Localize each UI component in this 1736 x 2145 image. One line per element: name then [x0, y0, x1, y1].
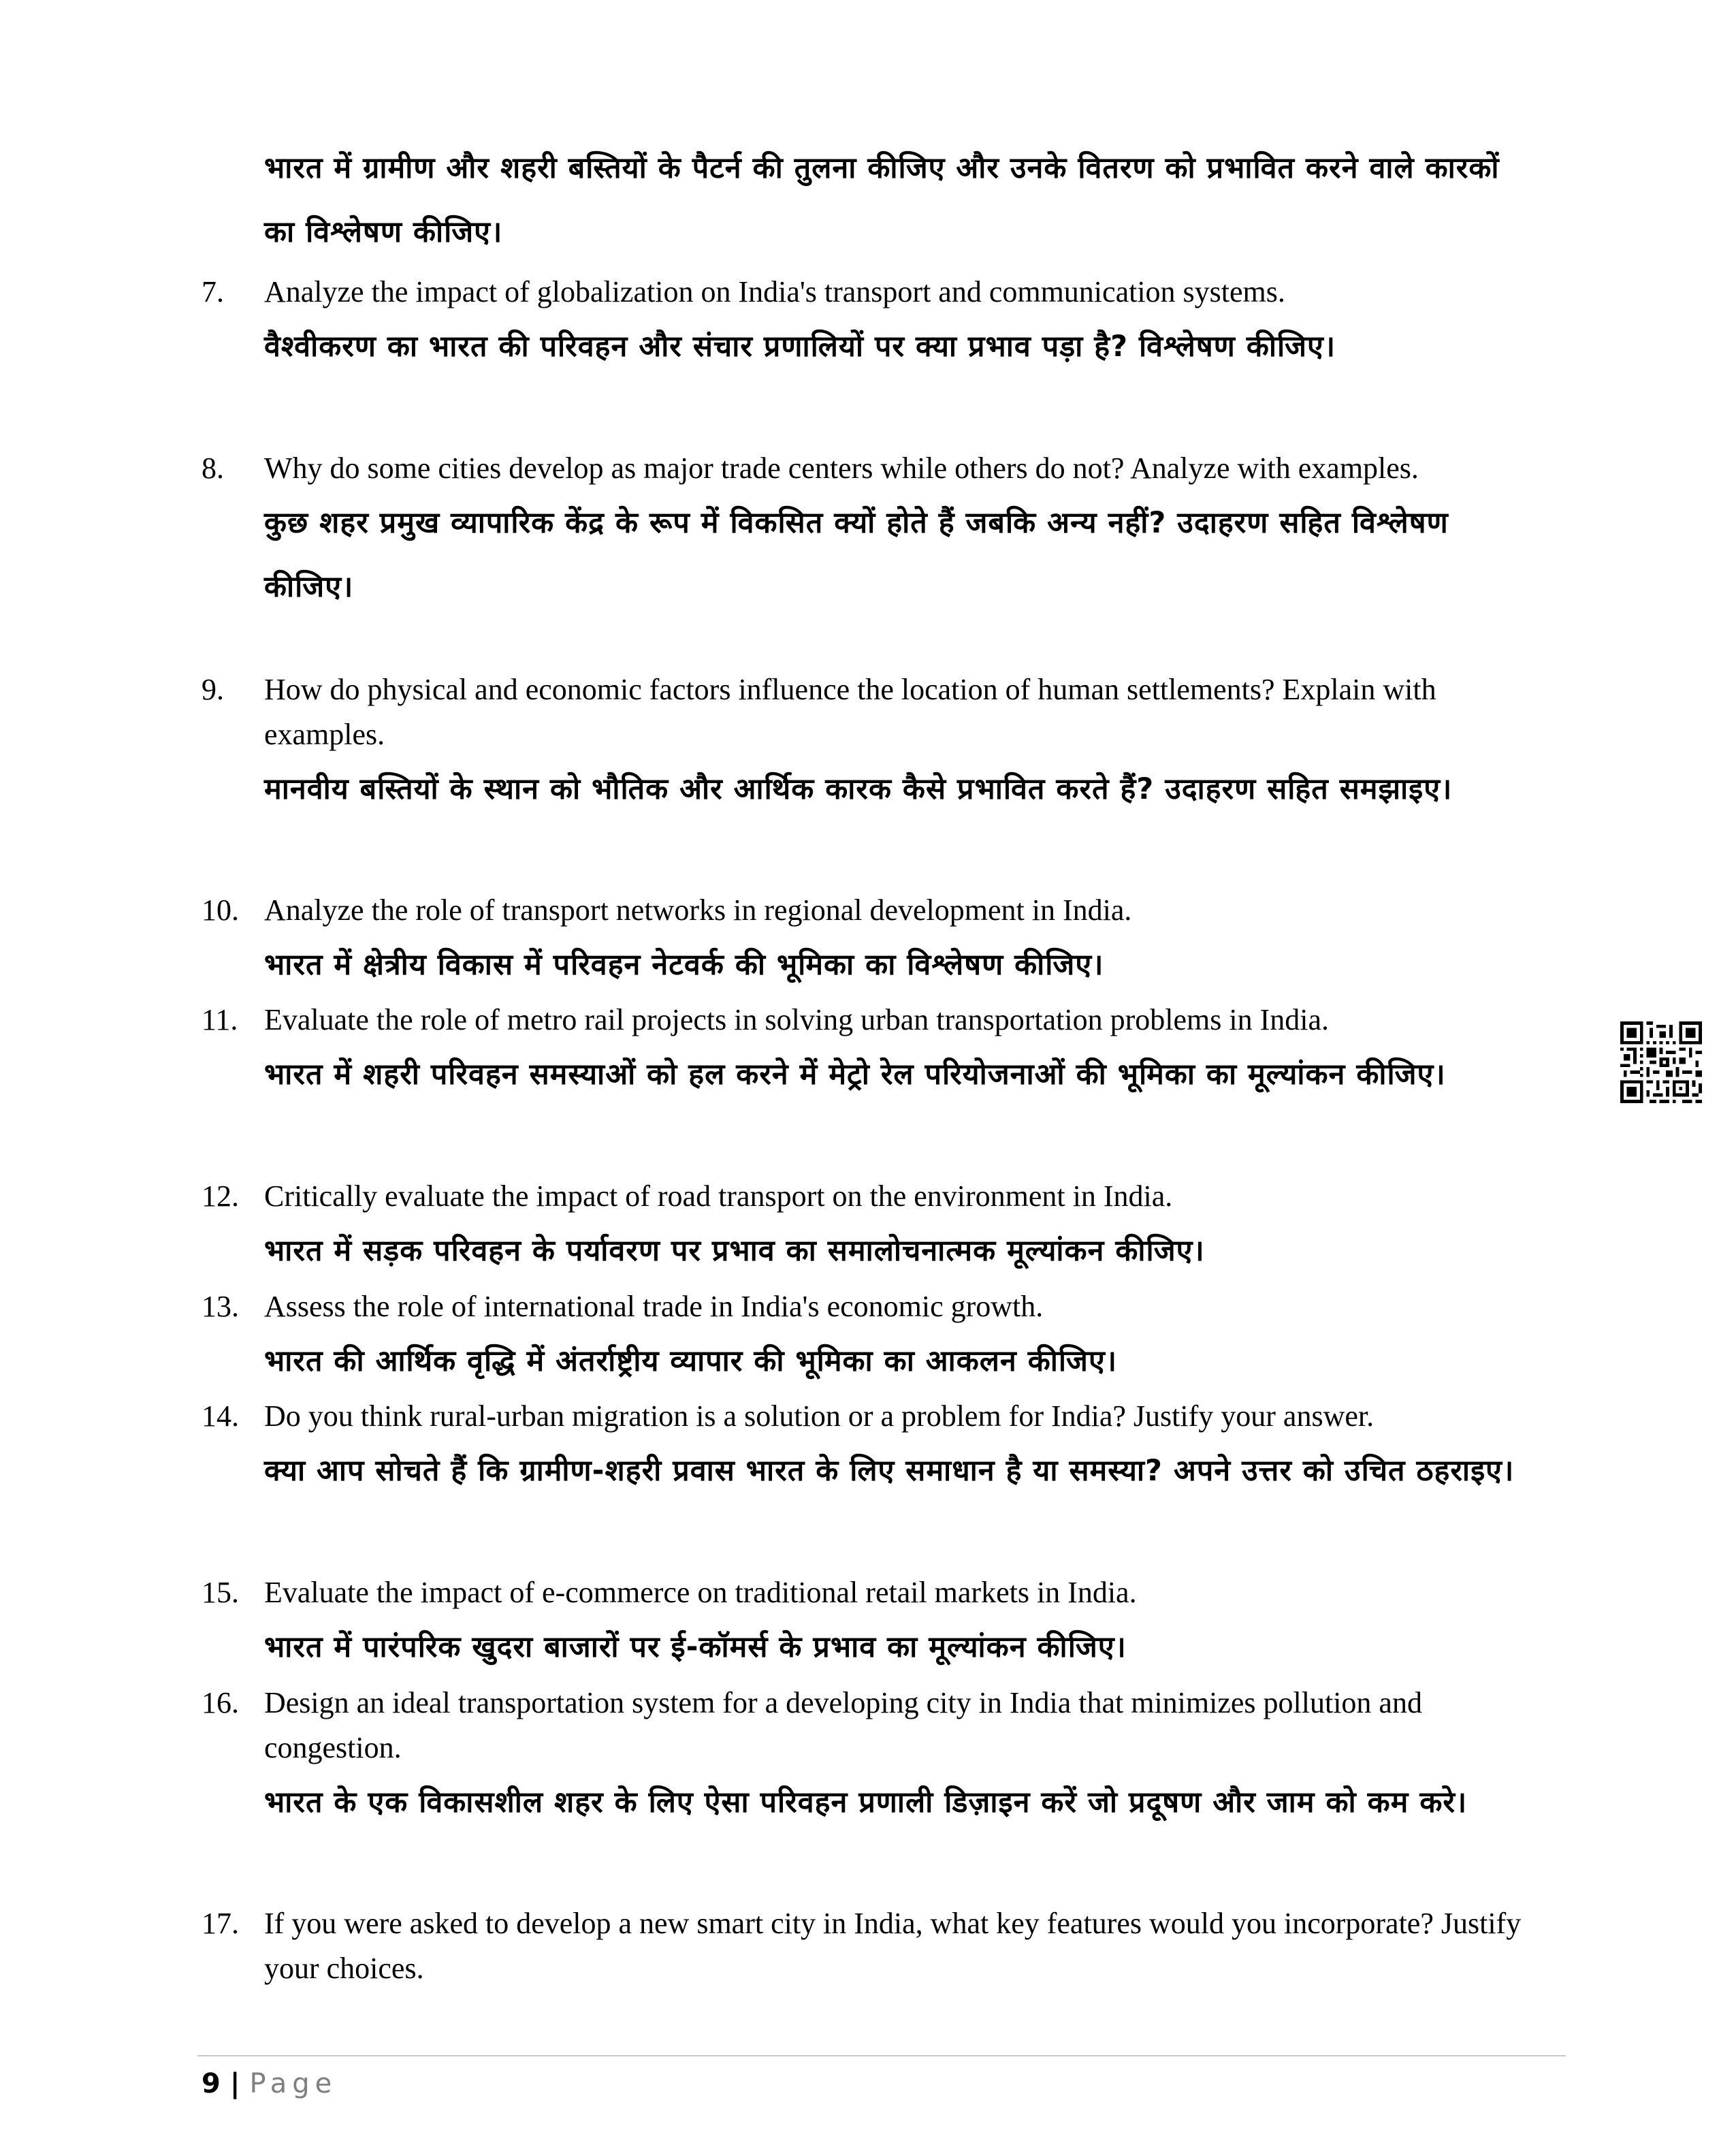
qr-code-icon [1620, 1021, 1702, 1103]
page-label: Page [249, 2068, 338, 2099]
question-17 [202, 1901, 1536, 1991]
question-number: 13. [202, 1290, 239, 1323]
question-13 [202, 1284, 1536, 1393]
question-english [202, 998, 1536, 1043]
question-number: 17. [202, 1907, 239, 1940]
page-number: 9 [202, 2068, 221, 2099]
question-number: 15. [202, 1576, 239, 1609]
question-english [202, 1901, 1536, 1991]
question-7 [202, 270, 1536, 379]
question-hindi: भारत में क्षेत्रीय विकास में परिवहन नेटवर्क की भूमिका का विश्लेषण कीजिए। [264, 948, 1104, 982]
footer-divider [197, 2055, 1566, 2056]
question-english-text: If you were asked to develop a new smart city in India, what key features would you incorporate? Justify your choices. [264, 1907, 1522, 1985]
question-hindi: भारत के एक विकासशील शहर के लिए ऐसा परिवहन प्रणाली डिज़ाइन करें जो प्रदूषण और जाम को कम करे। [264, 1785, 1468, 1820]
question-english-text: Analyze the role of transport networks in regional development in India. [264, 893, 1132, 927]
question-11 [202, 998, 1536, 1107]
question-hindi: मानवीय बस्तियों के स्थान को भौतिक और आर्थिक कारक कैसे प्रभावित करते हैं? उदाहरण सहित समझाइए। [264, 772, 1453, 806]
footer-separator: | [229, 2068, 240, 2099]
question-hindi: भारत की आर्थिक वृद्धि में अंतर्राष्ट्रीय व्यापार की भूमिका का आकलन कीजिए। [264, 1344, 1118, 1378]
question-english [202, 446, 1536, 491]
question-english-text: Assess the role of international trade in India's economic growth. [264, 1290, 1044, 1323]
question-english [202, 1174, 1536, 1219]
question-english-text: Do you think rural-urban migration is a solution or a problem for India? Justify your answer. [264, 1399, 1375, 1433]
question-12 [202, 1174, 1536, 1283]
question-english-text: Evaluate the role of metro rail projects in solving urban transportation problems in India. [264, 1003, 1330, 1036]
question-english-text: Design an ideal transportation system for a developing city in India that minimizes pollution and congestion. [264, 1686, 1422, 1764]
question-hindi: कुछ शहर प्रमुख व्यापारिक केंद्र के रूप में विकसित क्यों होते हैं जबकि अन्य नहीं? उदाहरण सहित विश्लेषण कीजिए। [264, 506, 1449, 604]
question-number: 10. [202, 893, 239, 927]
question-8 [202, 446, 1536, 619]
question-english [202, 1570, 1536, 1615]
question-14 [202, 1394, 1536, 1503]
question-16 [202, 1681, 1536, 1834]
question-number: 16. [202, 1686, 239, 1719]
question-english [202, 888, 1536, 933]
question-english [202, 270, 1536, 315]
question-hindi: भारत में शहरी परिवहन समस्याओं को हल करने में मेट्रो रेल परियोजनाओं की भूमिका का मूल्यांकन कीजिए। [264, 1058, 1446, 1092]
question-hindi: भारत में सड़क परिवहन के पर्यावरण पर प्रभाव का समालोचनात्मक मूल्यांकन कीजिए। [264, 1234, 1205, 1268]
question-hindi: वैश्वीकरण का भारत की परिवहन और संचार प्रणालियों पर क्या प्रभाव पड़ा है? विश्लेषण कीजिए। [264, 330, 1336, 364]
question-10 [202, 888, 1536, 997]
question-hindi: भारत में ग्रामीण और शहरी बस्तियों के पैटर्न की तुलना कीजिए और उनके वितरण को प्रभावित करने वाले कारकों का विश्लेषण कीजिए। [264, 151, 1500, 249]
question-english-text: Evaluate the impact of e-commerce on traditional retail markets in India. [264, 1576, 1137, 1609]
question-number: 8. [202, 451, 224, 485]
question-hindi: भारत में पारंपरिक खुदरा बाजारों पर ई-कॉमर्स के प्रभाव का मूल्यांकन कीजिए। [264, 1630, 1127, 1664]
question-english-text: Analyze the impact of globalization on India's transport and communication systems. [264, 275, 1285, 308]
question-english [202, 1284, 1536, 1329]
question-number: 9. [202, 673, 224, 706]
question-hindi: क्या आप सोचते हैं कि ग्रामीण-शहरी प्रवास भारत के लिए समाधान है या समस्या? अपने उत्तर को उचित ठहराइए। [264, 1454, 1515, 1488]
question-15 [202, 1570, 1536, 1679]
question-number: 14. [202, 1399, 239, 1433]
question-english-text: Critically evaluate the impact of road transport on the environment in India. [264, 1179, 1173, 1213]
question-english-text: How do physical and economic factors influence the location of human settlements? Explain with examples. [264, 673, 1436, 751]
question-number: 12. [202, 1179, 239, 1213]
question-english [202, 1681, 1536, 1770]
question-english [202, 667, 1536, 757]
question-english [202, 1394, 1536, 1439]
question-english-text: Why do some cities develop as major trade centers while others do not? Analyze with examples. [264, 451, 1419, 485]
page-footer [202, 2063, 337, 2104]
question-6-continuation [202, 136, 1536, 264]
question-9 [202, 667, 1536, 821]
question-number: 7. [202, 275, 224, 308]
question-number: 11. [202, 1003, 238, 1036]
